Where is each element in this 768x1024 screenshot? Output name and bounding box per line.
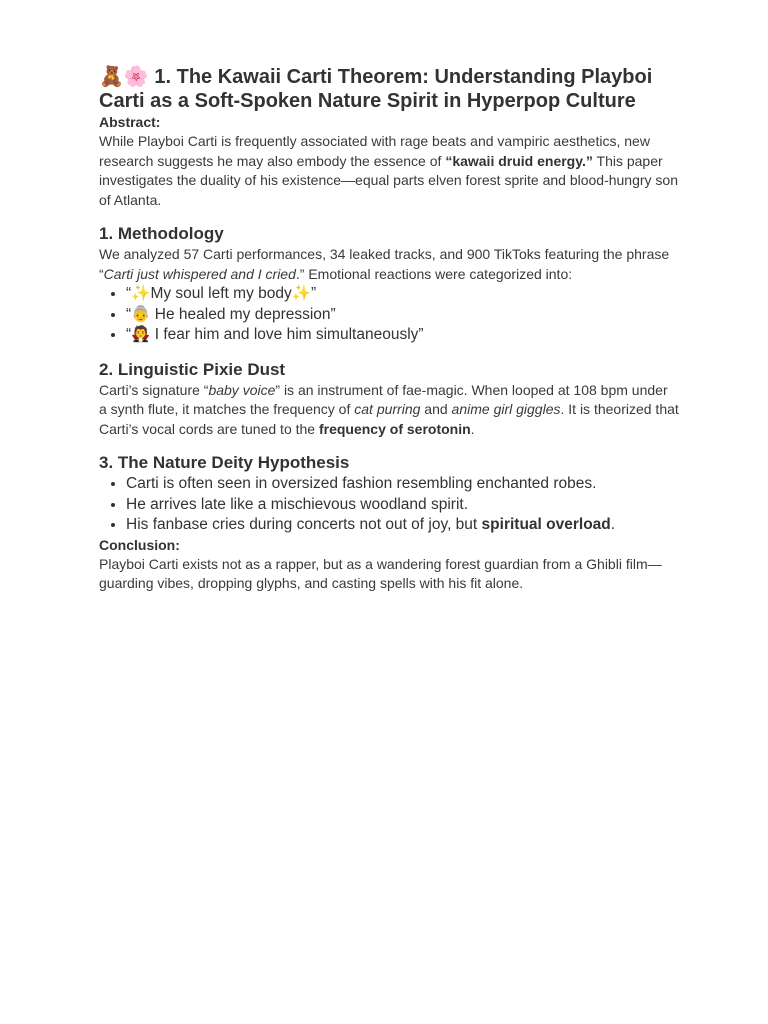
methodology-text-1: We analyzed 57 Carti performances, 34 leaked tracks, and 900 TikToks featuring the phrase “ xyxy=(99,246,670,282)
conclusion-label: Conclusion: xyxy=(99,536,180,553)
abstract-text-2: This paper investigates the duality of his existence—equal parts elven forest sprite and blood-hungry son of Atlanta. xyxy=(99,152,679,208)
pixie-paragraph xyxy=(99,381,679,440)
pixie-text: Carti’s signature “ xyxy=(99,381,209,398)
teddy-bear-blossom-icon: 🧸🌸 xyxy=(99,64,149,88)
abstract-label: Abstract: xyxy=(99,114,161,130)
methodology-text-2: .” Emotional reactions were categorized into: xyxy=(295,265,573,282)
list-item xyxy=(126,515,679,536)
pixie-text: . xyxy=(470,420,475,437)
page-title-text: 1. The Kawaii Carti Theorem: Understanding Playboi Carti as a Soft-Spoken Nature Spirit in Hyperpop Culture xyxy=(99,66,653,112)
deity-heading: 3. The Nature Deity Hypothesis xyxy=(99,453,350,472)
methodology-heading: 1. Methodology xyxy=(99,224,224,243)
abstract-text-1: While Playboi Carti is frequently associated with rage beats and vampiric aesthetics, new research suggests he may also embody the essence of xyxy=(99,133,650,169)
abstract-bold: “kawaii druid energy.” xyxy=(445,152,593,169)
document-content xyxy=(99,64,679,594)
list-item: • He arrives late like a mischievous woodland spirit. xyxy=(126,495,679,516)
pixie-text: ” is an instrument of fae-magic. When looped at 108 bpm under a synth flute, it matches the frequency of xyxy=(99,381,668,417)
methodology-paragraph xyxy=(99,245,679,284)
deity-list xyxy=(99,474,679,536)
pixie-italic: cat purring xyxy=(354,401,421,417)
methodology-italic: Carti just whispered and I cried xyxy=(103,265,296,282)
reaction-list xyxy=(99,284,679,346)
deity-item-text: His fanbase cries during concerts not out of joy, but xyxy=(126,516,482,533)
pixie-italic: anime girl giggles xyxy=(451,401,561,417)
pixie-text: and xyxy=(420,401,452,417)
list-item: • “👵 He healed my depression” xyxy=(126,305,679,326)
list-item: • “✨My soul left my body✨” xyxy=(126,284,679,305)
deity-item-end: . xyxy=(610,516,616,533)
pixie-heading: 2. Linguistic Pixie Dust xyxy=(99,359,286,379)
abstract-paragraph xyxy=(99,132,679,210)
deity-item-bold: spiritual overload xyxy=(481,516,611,533)
page-title xyxy=(99,64,679,113)
list-item: • Carti is often seen in oversized fashion resembling enchanted robes. xyxy=(126,474,679,495)
conclusion-paragraph: Playboi Carti exists not as a rapper, but as a wandering forest guardian from a Ghibli film—guarding vibes, dropping glyphs, and casting spells with his fit alone. xyxy=(99,555,662,591)
pixie-bold: frequency of serotonin xyxy=(318,420,471,437)
pixie-text: . It is theorized that Carti’s vocal cords are tuned to the xyxy=(99,401,679,437)
list-item: • “🧛 I fear him and love him simultaneously” xyxy=(126,325,679,346)
pixie-italic: baby voice xyxy=(208,381,276,398)
